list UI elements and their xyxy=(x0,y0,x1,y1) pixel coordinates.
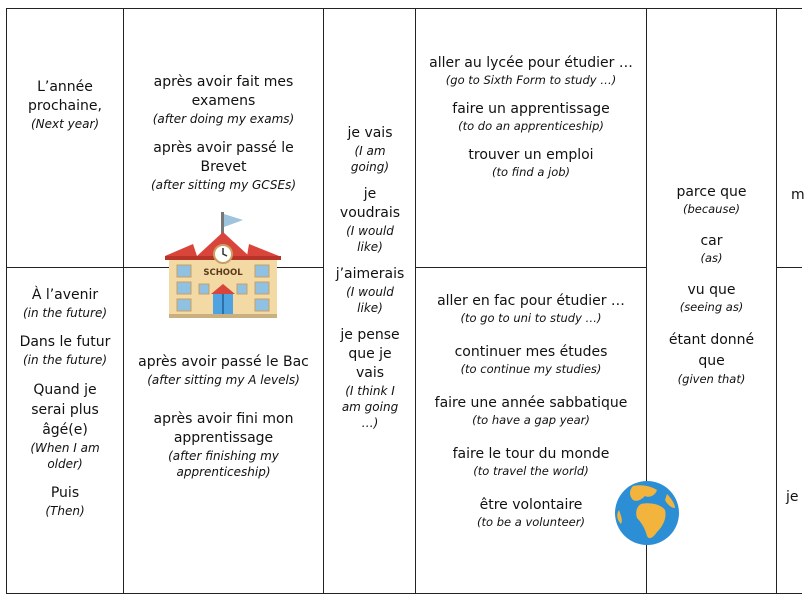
list-item: À l’avenir (in the future) xyxy=(22,287,108,320)
list-item: je pense que je vais (I think I am going …) xyxy=(340,327,400,430)
col1-bottom-cell xyxy=(7,286,123,531)
col1-top-cell xyxy=(7,78,123,132)
list-item: je vais (I am going) xyxy=(347,125,393,174)
list-item: aller en fac pour étudier … (to go to uni to study …) xyxy=(437,293,625,325)
col4-top-cell xyxy=(416,54,646,192)
grid-divider-2 xyxy=(323,8,324,594)
school-icon xyxy=(163,210,283,322)
list-item: car (as) xyxy=(700,233,723,265)
list-item: j’aimerais (I would like) xyxy=(335,266,405,315)
grid-border-top xyxy=(6,8,802,9)
list-item: continuer mes études (to continue my studies) xyxy=(454,344,608,376)
col5-cell xyxy=(647,183,776,399)
col2-top-cell xyxy=(124,73,323,205)
col6-bottom-fragment: je xyxy=(786,489,799,505)
col2-bottom-cell xyxy=(124,353,323,492)
list-item: être volontaire (to be a volunteer) xyxy=(477,497,585,529)
list-item: trouver un emploi (to find a job) xyxy=(468,147,594,179)
row-divider-col6 xyxy=(776,267,802,268)
list-item: Dans le futur (in the future) xyxy=(19,334,111,367)
list-item: vu que (seeing as) xyxy=(679,282,744,314)
list-item: aller au lycée pour étudier … (go to Sixth Form to study …) xyxy=(429,55,633,87)
time-phrase-fr: L’année prochaine, xyxy=(28,79,102,114)
list-item: après avoir fini mon apprentissage (after finishing my apprenticeship) xyxy=(153,411,294,479)
col3-cell xyxy=(330,124,410,443)
grid-border-bottom xyxy=(6,593,802,594)
grid-divider-5 xyxy=(776,8,777,594)
list-item: faire le tour du monde (to travel the world) xyxy=(452,446,610,478)
list-item: après avoir fait mes examens (after doing my exams) xyxy=(152,74,295,126)
list-item: Quand je serai plus âgé(e) (When I am older) xyxy=(30,382,100,471)
list-item: Puis (Then) xyxy=(45,485,85,518)
list-item: je voudrais (I would like) xyxy=(339,186,401,254)
row-divider-col4 xyxy=(415,267,646,268)
list-item: étant donné que (given that) xyxy=(668,332,755,386)
col6-top-fragment: m xyxy=(791,187,805,203)
list-item: après avoir passé le Brevet (after sitting my GCSEs) xyxy=(150,140,297,192)
school-sign-label: SCHOOL xyxy=(203,268,243,278)
time-phrase-en: (Next year) xyxy=(30,117,100,131)
globe-icon xyxy=(611,480,683,546)
list-item: faire un apprentissage (to do an apprenticeship) xyxy=(452,101,610,133)
list-item: faire une année sabbatique (to have a gap year) xyxy=(434,395,628,427)
list-item: parce que (because) xyxy=(676,184,747,216)
list-item: après avoir passé le Bac (after sitting my A levels) xyxy=(138,354,309,387)
